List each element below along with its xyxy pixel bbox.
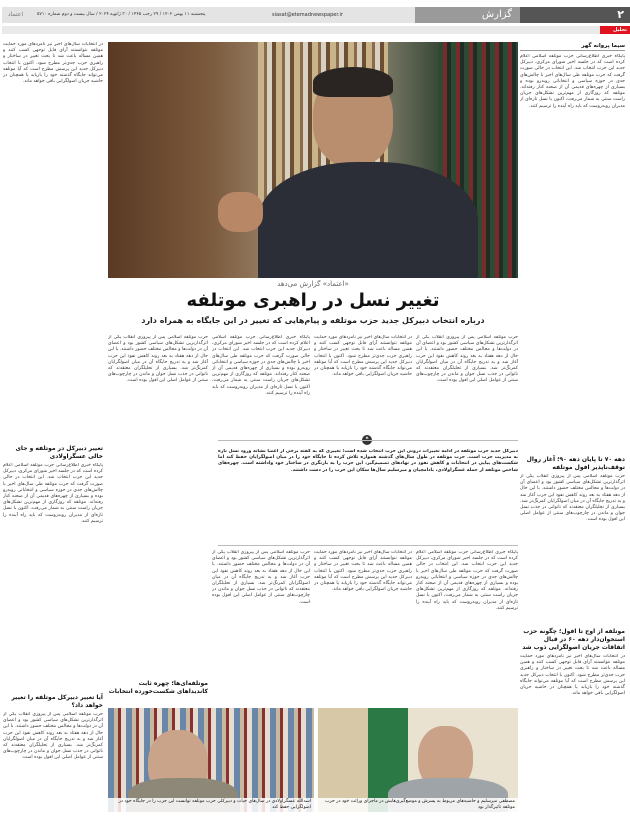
highlight-box <box>218 440 518 546</box>
article-text: حزب موتلفه اسلامی پس از پیروزی انقلاب یکی از اثرگذارترین تشکل‌های سیاسی کشور بود و اعضای آن در دولت‌ها و مجالس مختلف حضور داشتند. با این حال از دهه هفتاد به بعد روند کاهش نفوذ این حزب آغاز شد و به تدریج جایگاه آن در میان اصولگرایان کمرنگ‌تر شد. بسیاری از تحلیلگران معتقدند که ناتوانی در جذب نسل جوان و ماندن در چارچوب‌های سنتی از عوامل اصلی این افول بوده است. <box>108 335 208 384</box>
article-text: حزب موتلفه اسلامی پس از پیروزی انقلاب یکی از اثرگذارترین تشکل‌های سیاسی کشور بود و اعضای آن در دولت‌ها و مجالس مختلف حضور داشتند. با این حال از دهه هفتاد به بعد روند کاهش نفوذ این حزب آغاز شد و به تدریج جایگاه آن در میان اصولگرایان کمرنگ‌تر شد. بسیاری از تحلیلگران معتقدند که ناتوانی در جذب نسل جوان و ماندن در چارچوب‌های سنتی از عوامل اصلی این افول بوده است. <box>212 550 310 605</box>
section-strip <box>2 26 630 34</box>
article-text: حزب موتلفه اسلامی پس از پیروزی انقلاب یکی از اثرگذارترین تشکل‌های سیاسی کشور بود و اعضای آن در دولت‌ها و مجالس مختلف حضور داشتند. با این حال از دهه هفتاد به بعد روند کاهش نفوذ این حزب آغاز شد و به تدریج جایگاه آن در میان اصولگرایان کمرنگ‌تر شد. بسیاری از تحلیلگران معتقدند که ناتوانی در جذب نسل جوان و ماندن در چارچوب‌های سنتی از عوامل اصلی این افول بوده است. <box>416 335 518 384</box>
kicker: «اعتماد» گزارش می‌دهد <box>277 280 349 288</box>
photo-caption: مصطفی میرسلیم و حاشیه‌های مربوط به پسرش و موضع‌گیری‌هایش در ماجرای وراثت خود در حزب موتلفه تاثیرگذار بود <box>318 798 518 812</box>
subhead: موتلفه‌ای‌ها؛ چهره ثابت کاندیداهای شکست‌خورده انتخابات <box>108 680 208 695</box>
header-email[interactable]: siasat@etemadnewspaper.ir <box>272 12 343 18</box>
newspaper-logo: اعتماد <box>8 11 24 18</box>
subhead: دهه ۷۰ تا پایان دهه ۹۰؛ آغاز روال توقف‌ناپذیر افول موتلفه <box>526 456 625 471</box>
photo-caption: اسدالله عسگراولادی در سال‌های حیات و دبیرکلی حزب موتلفه توانست این حزب را در جایگاه خود در اصولگرایی حفظ کند <box>108 798 314 812</box>
article-text: پایگاه خبری اطلاع‌رسانی حزب موتلفه اسلامی اعلام کرده است که در جلسه اخیر شورای مرکزی، دبیرکل جدید این حزب انتخاب شد. این انتخاب در حالی صورت گرفت که حزب موتلفه طی سال‌های اخیر با چالش‌های جدی در حوزه سیاسی و انتخاباتی روبه‌رو بوده و بسیاری از چهره‌های قدیمی آن از صحنه کنار رفته‌اند. موتلفه که روزگاری از مهم‌ترین تشکل‌های جریان راست سنتی به شمار می‌رفت، اکنون با نسل تازه‌ای از مدیران روبه‌روست که باید راه آینده را ترسیم کنند. <box>520 54 625 109</box>
section-tag: تحلیل <box>600 26 630 34</box>
header-bar <box>2 7 415 23</box>
quote-icon: ❝ <box>362 435 372 445</box>
byline: سیما پروانه گهر <box>520 42 625 51</box>
article-text: در انتخابات سال‌های اخیر نیز نامزدهای مورد حمایت موتلفه نتوانستند آرای قابل توجهی کسب کنند و همین مساله باعث شد تا بحث تغییر در ساختار و راهبری حزب جدی‌تر مطرح شود. اکنون با انتخاب دبیرکل جدید این پرسش مطرح است که آیا موتلفه می‌تواند جایگاه گذشته خود را بازیابد یا همچنان در حاشیه جریان اصولگرایی باقی خواهد ماند. <box>520 654 625 697</box>
article-text: در انتخابات سال‌های اخیر نیز نامزدهای مورد حمایت موتلفه نتوانستند آرای قابل توجهی کسب کنند و همین مساله باعث شد تا بحث تغییر در ساختار و راهبری حزب جدی‌تر مطرح شود. اکنون با انتخاب دبیرکل جدید این پرسش مطرح است که آیا موتلفه می‌تواند جایگاه گذشته خود را بازیابد یا همچنان در حاشیه جریان اصولگرایی باقی خواهد ماند. <box>314 550 412 593</box>
article-text: حزب موتلفه اسلامی پس از پیروزی انقلاب یکی از اثرگذارترین تشکل‌های سیاسی کشور بود و اعضای آن در دولت‌ها و مجالس مختلف حضور داشتند. با این حال از دهه هفتاد به بعد روند کاهش نفوذ این حزب آغاز شد و به تدریج جایگاه آن در میان اصولگرایان کمرنگ‌تر شد. بسیاری از تحلیلگران معتقدند که ناتوانی در جذب نسل جوان و ماندن در چارچوب‌های سنتی از عوامل اصلی این افول بوده است. <box>520 474 625 523</box>
left-column <box>3 42 103 822</box>
photo-mirsalim <box>318 708 518 812</box>
article-text: حزب موتلفه اسلامی پس از پیروزی انقلاب یکی از اثرگذارترین تشکل‌های سیاسی کشور بود و اعضای آن در دولت‌ها و مجالس مختلف حضور داشتند. با این حال از دهه هفتاد به بعد روند کاهش نفوذ این حزب آغاز شد و به تدریج جایگاه آن در میان اصولگرایان کمرنگ‌تر شد. بسیاری از تحلیلگران معتقدند که ناتوانی در جذب نسل جوان و ماندن در چارچوب‌های سنتی از عوامل اصلی این افول بوده است. <box>3 712 103 761</box>
subhead: موتلفه از اوج تا افول؛ چگونه حزب استخوان‌دار دهه ۶۰ در قبال اتفاقات جریان اصولگرایی ذوب شد <box>522 628 625 651</box>
subhead: تغییر دبیرکل در موتلفه و جای خالی عسگراولادی <box>15 445 103 460</box>
page-number: ۲ <box>520 7 630 23</box>
section-title: گزارش <box>415 7 520 23</box>
highlight-text: دبیرکل جدید حزب موتلفه در ادامه تغییرات درونی این حزب انتخاب شده است؛ تغییری که به گفته برخی از اعضا نشانه ورود نسل تازه به مدیریت حزب است. حزب موتلفه در طول سال‌های گذشته همواره تلاش کرده تا جایگاه خود را در میان اصولگرایان حفظ کند اما شکست‌های پیاپی در انتخابات و کاهش نفوذ در نهادهای تصمیم‌گیر، این حزب را به بازنگری در ساختار خود واداشته است. چهره‌های شاخص موتلفه از جمله عسگراولادی، بادامچیان و میرسلیم سال‌ها سکان این حزب را در دست داشتند. <box>218 449 518 473</box>
subhead: آیا تغییر دبیرکل موتلفه را تغییر خواهد داد؟ <box>11 694 103 709</box>
article-text: در انتخابات سال‌های اخیر نیز نامزدهای مورد حمایت موتلفه نتوانستند آرای قابل توجهی کسب کنند و همین مساله باعث شد تا بحث تغییر در ساختار و راهبری حزب جدی‌تر مطرح شود. اکنون با انتخاب دبیرکل جدید این پرسش مطرح است که آیا موتلفه می‌تواند جایگاه گذشته خود را بازیابد یا همچنان در حاشیه جریان اصولگرایی باقی خواهد ماند. <box>3 42 103 85</box>
header-date: پنجشنبه ۱۱ بهمن ۱۴۰۲ / ۲۹ رجب ۱۴۴۵ / ۳۰ ژانویه ۲۰۲۴ / سال بیست و دوم شماره ۵۷۱۰ <box>37 12 206 17</box>
article-text: پایگاه خبری اطلاع‌رسانی حزب موتلفه اسلامی اعلام کرده است که در جلسه اخیر شورای مرکزی، دبیرکل جدید این حزب انتخاب شد. این انتخاب در حالی صورت گرفت که حزب موتلفه طی سال‌های اخیر با چالش‌های جدی در حوزه سیاسی و انتخاباتی روبه‌رو بوده و بسیاری از چهره‌های قدیمی آن از صحنه کنار رفته‌اند. موتلفه که روزگاری از مهم‌ترین تشکل‌های جریان راست سنتی به شمار می‌رفت، اکنون با نسل تازه‌ای از مدیران روبه‌روست که باید راه آینده را ترسیم کنند. <box>3 463 103 524</box>
deck: درباره انتخاب دبیرکل جدید حزب موتلفه و پیام‌هایی که تغییر در این جایگاه به همراه دارد <box>141 316 485 325</box>
article-text: پایگاه خبری اطلاع‌رسانی حزب موتلفه اسلامی اعلام کرده است که در جلسه اخیر شورای مرکزی، دبیرکل جدید این حزب انتخاب شد. این انتخاب در حالی صورت گرفت که حزب موتلفه طی سال‌های اخیر با چالش‌های جدی در حوزه سیاسی و انتخاباتی روبه‌رو بوده و بسیاری از چهره‌های قدیمی آن از صحنه کنار رفته‌اند. موتلفه که روزگاری از مهم‌ترین تشکل‌های جریان راست سنتی به شمار می‌رفت، اکنون با نسل تازه‌ای از مدیران روبه‌روست که باید راه آینده را ترسیم کنند. <box>416 550 518 611</box>
main-photo <box>108 42 518 278</box>
article-text: پایگاه خبری اطلاع‌رسانی حزب موتلفه اسلامی اعلام کرده است که در جلسه اخیر شورای مرکزی، دبیرکل جدید این حزب انتخاب شد. این انتخاب در حالی صورت گرفت که حزب موتلفه طی سال‌های اخیر با چالش‌های جدی در حوزه سیاسی و انتخاباتی روبه‌رو بوده و بسیاری از چهره‌های قدیمی آن از صحنه کنار رفته‌اند. موتلفه که روزگاری از مهم‌ترین تشکل‌های جریان راست سنتی به شمار می‌رفت، اکنون با نسل تازه‌ای از مدیران روبه‌روست که باید راه آینده را ترسیم کنند. <box>212 335 310 396</box>
right-column <box>520 42 625 804</box>
photo-asgaroladi <box>108 708 314 812</box>
headline: تغییر نسل در راهبری موتلفه <box>186 290 440 311</box>
article-text: در انتخابات سال‌های اخیر نیز نامزدهای مورد حمایت موتلفه نتوانستند آرای قابل توجهی کسب کنند و همین مساله باعث شد تا بحث تغییر در ساختار و راهبری حزب جدی‌تر مطرح شود. اکنون با انتخاب دبیرکل جدید این پرسش مطرح است که آیا موتلفه می‌تواند جایگاه گذشته خود را بازیابد یا همچنان در حاشیه جریان اصولگرایی باقی خواهد ماند. <box>314 335 412 378</box>
